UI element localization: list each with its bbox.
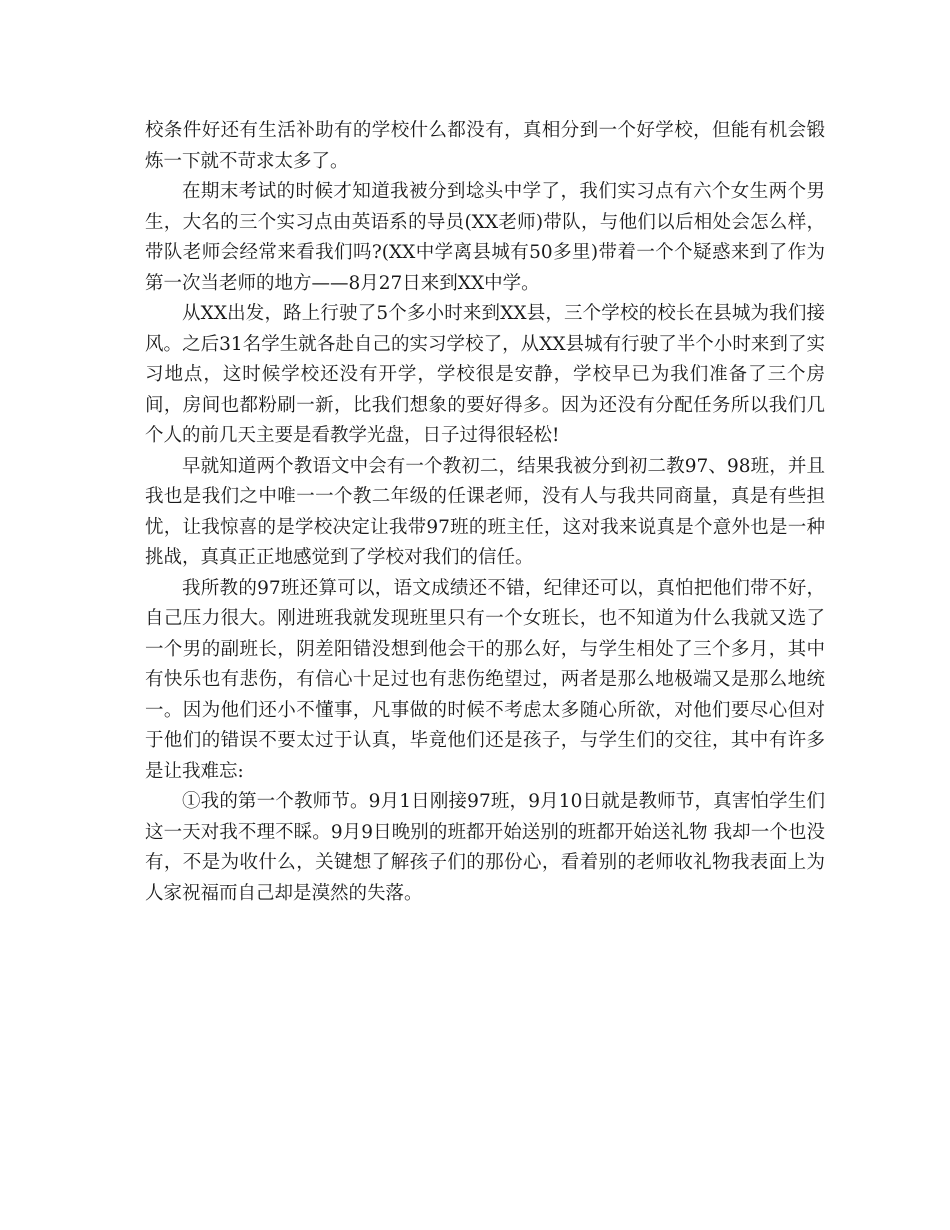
paragraph-5: 我所教的97班还算可以，语文成绩还不错，纪律还可以，真怕把他们带不好，自己压力很大。刚进班我就发现班里只有一个女班长，也不知道为什么我就又选了一个男的副班长，阴差阳错没想到他会干的那么好，与学生相处了三个多月，其中有快乐也有悲伤，有信心十足过也有悲伤绝望过，两者是那么地极端又是那么地统一。因为他们还小不懂事，凡事做的时候不考虑太多随心所欲，对他们要尽心但对于他们的错误不要太过于认真，毕竟他们还是孩子，与学生们的交往，其中有许多是让我难忘: [145,577,825,782]
paragraph-2: 在期末考试的时候才知道我被分到埝头中学了，我们实习点有六个女生两个男生，大名的三个实习点由英语系的导员(XX老师)带队，与他们以后相处会怎么样，带队老师会经常来看我们吗?(XX中学离县城有50多里)带着一个个疑惑来到了作为第一次当老师的地方——8月27日来到XX中学。 [145,181,825,294]
paragraph-6: ①我的第一个教师节。9月1日刚接97班，9月10日就是教师节，真害怕学生们这一天对我不理不睬。9月9日晚别的班都开始送别的班都开始送礼物 我却一个也没有，不是为收什么，关键想了解孩子们的那份心，看着别的老师收礼物我表面上为人家祝福而自己却是漠然的失落。 [145,791,825,904]
document-body [145,116,825,909]
paragraph-4: 早就知道两个教语文中会有一个教初二，结果我被分到初二教97、98班，并且我也是我们之中唯一一个教二年级的任课老师，没有人与我共同商量，真是有些担忧，让我惊喜的是学校决定让我带97班的班主任，这对我来说真是个意外也是一种挑战，真真正正地感觉到了学校对我们的信任。 [145,455,825,568]
paragraph-3: 从XX出发，路上行驶了5个多小时来到XX县，三个学校的校长在县城为我们接风。之后31名学生就各赴自己的实习学校了，从XX县城有行驶了半个小时来到了实习地点，这时候学校还没有开学，学校很是安静，学校早已为我们准备了三个房间，房间也都粉刷一新，比我们想象的要好得多。因为还没有分配任务所以我们几个人的前几天主要是看教学光盘，日子过得很轻松! [145,303,825,446]
paragraph-1: 校条件好还有生活补助有的学校什么都没有，真相分到一个好学校，但能有机会锻炼一下就不苛求太多了。 [145,120,825,172]
